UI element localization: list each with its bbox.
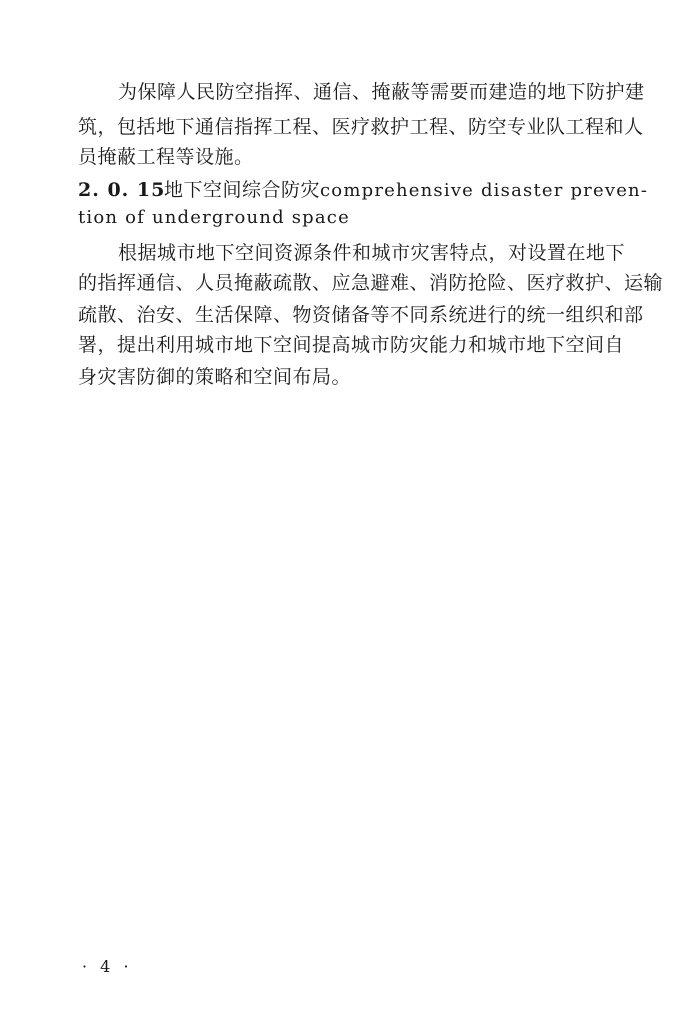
- para2-line2: 的指挥通信、人员掩蔽疏散、应急避难、消防抢险、医疗救护、运输: [78, 272, 664, 294]
- term-title-zh: 地下空间综合防灾: [164, 179, 321, 201]
- term-number: 2. 0. 15: [78, 179, 166, 201]
- term-heading: [78, 178, 649, 203]
- para2-line4: 署，提出利用城市地下空间提高城市防灾能力和城市地下空间自: [78, 334, 625, 356]
- para1-line1: 为保障人民防空指挥、通信、掩蔽等需要而建造的地下防护建: [118, 81, 645, 103]
- para2-line3: 疏散、治安、生活保障、物资储备等不同系统进行的统一组织和部: [78, 304, 644, 326]
- para1-line3: 员掩蔽工程等设施。: [78, 146, 254, 168]
- term-title-en: comprehensive disaster preven-: [320, 180, 649, 201]
- para2-line5: 身灾害防御的策略和空间布局。: [78, 366, 352, 388]
- para2-line1: 根据城市地下空间资源条件和城市灾害特点，对设置在地下: [118, 242, 626, 264]
- term-title-en-continued: tion of underground space: [78, 207, 350, 228]
- page-number: · 4 ·: [82, 957, 133, 976]
- para1-line2: 筑，包括地下通信指挥工程、医疗救护工程、防空专业队工程和人: [78, 116, 644, 138]
